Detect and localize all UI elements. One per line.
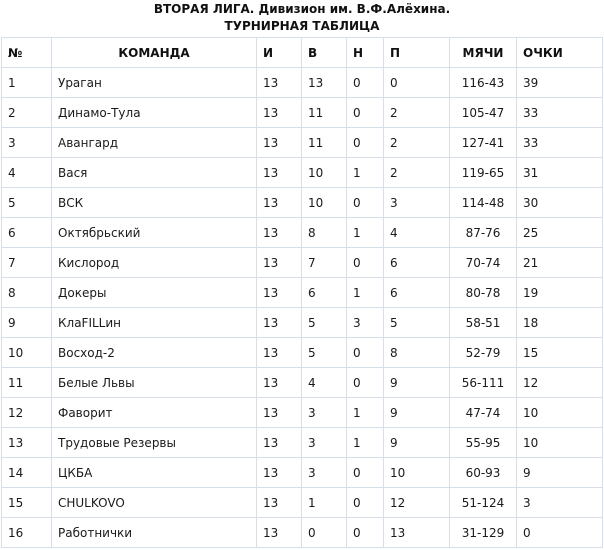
cell-points: 9: [517, 458, 603, 488]
cell-games: 13: [257, 248, 302, 278]
cell-goals: 56-111: [450, 368, 517, 398]
cell-num: 16: [2, 518, 52, 548]
cell-team: ЦКБА: [52, 458, 257, 488]
cell-wins: 8: [302, 218, 347, 248]
cell-draws: 0: [347, 98, 384, 128]
cell-losses: 0: [384, 68, 450, 98]
table-row: [2, 248, 603, 278]
cell-games: 13: [257, 188, 302, 218]
cell-draws: 0: [347, 338, 384, 368]
table-row: [2, 158, 603, 188]
cell-num: 11: [2, 368, 52, 398]
header-goals: МЯЧИ: [450, 38, 517, 68]
cell-wins: 10: [302, 188, 347, 218]
cell-points: 31: [517, 158, 603, 188]
cell-wins: 10: [302, 158, 347, 188]
cell-losses: 6: [384, 248, 450, 278]
cell-team: Докеры: [52, 278, 257, 308]
cell-team: Ураган: [52, 68, 257, 98]
cell-num: 7: [2, 248, 52, 278]
cell-games: 13: [257, 278, 302, 308]
cell-wins: 5: [302, 308, 347, 338]
cell-team: КлаFILLин: [52, 308, 257, 338]
cell-losses: 2: [384, 128, 450, 158]
table-title: ТУРНИРНАЯ ТАБЛИЦА: [224, 19, 380, 33]
cell-draws: 0: [347, 68, 384, 98]
cell-num: 12: [2, 398, 52, 428]
cell-num: 8: [2, 278, 52, 308]
cell-draws: 1: [347, 278, 384, 308]
cell-games: 13: [257, 308, 302, 338]
cell-draws: 1: [347, 158, 384, 188]
cell-goals: 52-79: [450, 338, 517, 368]
cell-wins: 5: [302, 338, 347, 368]
table-row: [2, 98, 603, 128]
cell-num: 14: [2, 458, 52, 488]
cell-losses: 3: [384, 188, 450, 218]
cell-games: 13: [257, 368, 302, 398]
cell-wins: 3: [302, 398, 347, 428]
cell-goals: 87-76: [450, 218, 517, 248]
cell-wins: 13: [302, 68, 347, 98]
cell-games: 13: [257, 68, 302, 98]
cell-points: 19: [517, 278, 603, 308]
cell-draws: 3: [347, 308, 384, 338]
cell-goals: 127-41: [450, 128, 517, 158]
cell-wins: 1: [302, 488, 347, 518]
cell-num: 9: [2, 308, 52, 338]
cell-num: 10: [2, 338, 52, 368]
cell-team: Работнички: [52, 518, 257, 548]
page-title: ВТОРАЯ ЛИГА. Дивизион им. В.Ф.Алёхина.: [153, 2, 451, 16]
cell-draws: 0: [347, 488, 384, 518]
cell-draws: 0: [347, 128, 384, 158]
cell-losses: 13: [384, 518, 450, 548]
cell-draws: 1: [347, 428, 384, 458]
cell-losses: 4: [384, 218, 450, 248]
cell-draws: 1: [347, 398, 384, 428]
cell-wins: 11: [302, 128, 347, 158]
cell-wins: 3: [302, 428, 347, 458]
cell-goals: 80-78: [450, 278, 517, 308]
cell-goals: 116-43: [450, 68, 517, 98]
cell-games: 13: [257, 488, 302, 518]
cell-wins: 6: [302, 278, 347, 308]
table-row: [2, 428, 603, 458]
cell-goals: 31-129: [450, 518, 517, 548]
cell-num: 3: [2, 128, 52, 158]
cell-games: 13: [257, 338, 302, 368]
cell-team: Октябрьский: [52, 218, 257, 248]
cell-goals: 114-48: [450, 188, 517, 218]
cell-team: Кислород: [52, 248, 257, 278]
cell-goals: 55-95: [450, 428, 517, 458]
cell-points: 39: [517, 68, 603, 98]
table-row: [2, 308, 603, 338]
cell-points: 3: [517, 488, 603, 518]
cell-points: 18: [517, 308, 603, 338]
cell-num: 5: [2, 188, 52, 218]
cell-games: 13: [257, 128, 302, 158]
cell-goals: 105-47: [450, 98, 517, 128]
cell-draws: 0: [347, 368, 384, 398]
header-team: КОМАНДА: [52, 38, 257, 68]
cell-draws: 0: [347, 188, 384, 218]
cell-draws: 0: [347, 458, 384, 488]
cell-goals: 51-124: [450, 488, 517, 518]
cell-games: 13: [257, 398, 302, 428]
cell-games: 13: [257, 98, 302, 128]
cell-draws: 0: [347, 248, 384, 278]
cell-team: Белые Львы: [52, 368, 257, 398]
table-row: [2, 458, 603, 488]
table-row: [2, 488, 603, 518]
table-row: [2, 338, 603, 368]
cell-points: 10: [517, 428, 603, 458]
cell-points: 21: [517, 248, 603, 278]
cell-wins: 0: [302, 518, 347, 548]
cell-num: 1: [2, 68, 52, 98]
cell-num: 13: [2, 428, 52, 458]
table-row: [2, 68, 603, 98]
header-wins: В: [302, 38, 347, 68]
table-row: [2, 278, 603, 308]
cell-team: Трудовые Резервы: [52, 428, 257, 458]
cell-losses: 12: [384, 488, 450, 518]
header-draws: Н: [347, 38, 384, 68]
cell-num: 6: [2, 218, 52, 248]
cell-games: 13: [257, 428, 302, 458]
cell-num: 2: [2, 98, 52, 128]
cell-losses: 2: [384, 158, 450, 188]
cell-points: 25: [517, 218, 603, 248]
cell-games: 13: [257, 158, 302, 188]
cell-team: Авангард: [52, 128, 257, 158]
cell-losses: 6: [384, 278, 450, 308]
cell-points: 12: [517, 368, 603, 398]
table-row: [2, 128, 603, 158]
cell-team: Динамо-Тула: [52, 98, 257, 128]
cell-games: 13: [257, 458, 302, 488]
cell-team: ВСК: [52, 188, 257, 218]
cell-goals: 60-93: [450, 458, 517, 488]
cell-team: Восход-2: [52, 338, 257, 368]
cell-goals: 119-65: [450, 158, 517, 188]
table-row: [2, 368, 603, 398]
cell-losses: 9: [384, 368, 450, 398]
cell-points: 30: [517, 188, 603, 218]
cell-points: 33: [517, 128, 603, 158]
cell-points: 0: [517, 518, 603, 548]
header-points: ОЧКИ: [517, 38, 603, 68]
header-num: №: [2, 38, 52, 68]
cell-wins: 4: [302, 368, 347, 398]
standings-table: [1, 37, 603, 548]
cell-games: 13: [257, 218, 302, 248]
cell-draws: 0: [347, 518, 384, 548]
cell-team: Вася: [52, 158, 257, 188]
table-row: [2, 518, 603, 548]
table-row: [2, 188, 603, 218]
table-header-row: [2, 38, 603, 68]
cell-team: Фаворит: [52, 398, 257, 428]
cell-losses: 5: [384, 308, 450, 338]
cell-goals: 70-74: [450, 248, 517, 278]
cell-wins: 11: [302, 98, 347, 128]
cell-games: 13: [257, 518, 302, 548]
cell-draws: 1: [347, 218, 384, 248]
cell-wins: 7: [302, 248, 347, 278]
cell-num: 15: [2, 488, 52, 518]
cell-team: CHULKOVO: [52, 488, 257, 518]
cell-losses: 9: [384, 398, 450, 428]
table-row: [2, 218, 603, 248]
cell-losses: 8: [384, 338, 450, 368]
cell-goals: 47-74: [450, 398, 517, 428]
cell-losses: 9: [384, 428, 450, 458]
header-losses: П: [384, 38, 450, 68]
cell-num: 4: [2, 158, 52, 188]
cell-points: 15: [517, 338, 603, 368]
table-row: [2, 398, 603, 428]
cell-losses: 10: [384, 458, 450, 488]
cell-points: 10: [517, 398, 603, 428]
cell-wins: 3: [302, 458, 347, 488]
header-games: И: [257, 38, 302, 68]
cell-losses: 2: [384, 98, 450, 128]
cell-points: 33: [517, 98, 603, 128]
cell-goals: 58-51: [450, 308, 517, 338]
